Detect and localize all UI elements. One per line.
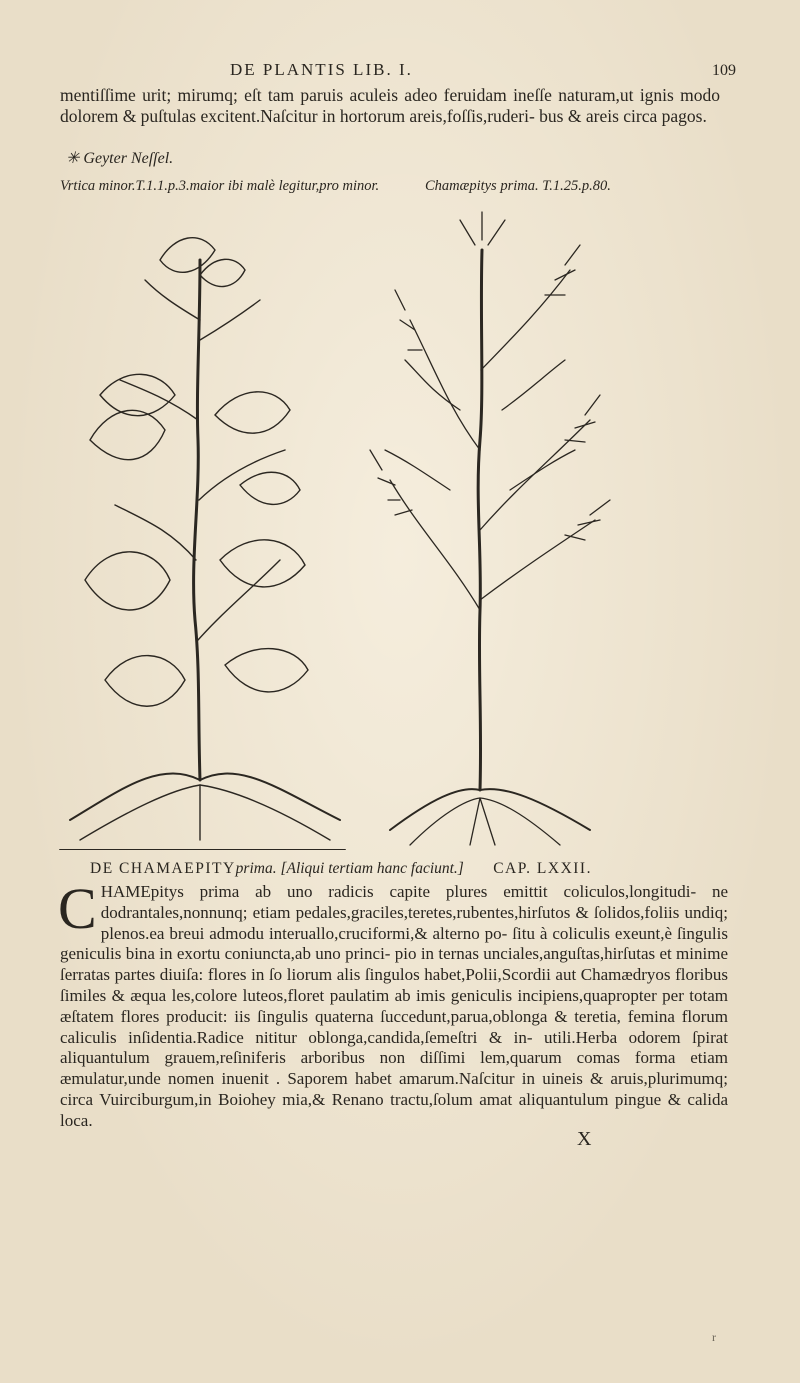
chapter-heading-italic: prima. [Aliqui tertiam hanc faciunt.] (235, 860, 464, 877)
continued-paragraph: mentiſſime urit; mirumq; eſt tam paruis aculeis adeo feruidam ineſſe naturam,ut ignis modo dolorem & puſtulas excitent.Naſcitur in hortorum areis,foſſis,ruderi‑ bus & areis circa pagos. (60, 85, 720, 126)
running-head (0, 60, 800, 84)
chapter-heading (90, 860, 592, 878)
vernacular-name: ✳ Geyter Neſſel. (66, 150, 174, 167)
drop-capital: C (58, 876, 97, 941)
woodcut-nettle (60, 238, 345, 850)
running-head-title: DE PLANTIS LIB. I. (230, 60, 413, 79)
continued-text (60, 85, 720, 127)
woodcut-chamaepitys (370, 212, 610, 845)
caption-chamaepitys: Chamæpitys prima. T.1.25.p.80. (425, 178, 611, 194)
catchword: X (577, 1128, 592, 1150)
figure-captions (0, 178, 800, 200)
folio-number: 109 (712, 62, 736, 79)
caption-urtica: Vrtica minor.T.1.1.p.3.maior ibi malè legitur,pro minor. (60, 178, 380, 194)
chapter-body (58, 876, 728, 1132)
body-paragraph: HAMEpitys prima ab uno radicis capite plures emittit coliculos,longitudi‑ ne dodrantales,nonnunq; etiam pedales,graciles,teretes,rubentes,hirſutos & ſolidos,foliis undiq; plenos.ea breui admodu interuallo,cruciformi,& alterno po‑ ſitu à coliculis exeunt,è ſingulis geniculis bina in exortu coniuncta,ab uno princi‑ pio in ternas unciales,anguſtas,hirſutas et minime ſerratas partes diuiſa: flores in ſo liorum alis ſingulos habet,Polii,Scordii aut Chamædryos floribus ſimiles & æqua les,colore luteos,floret paulatim ab imis geniculis incipiens,quapropter per totam æſtatem flores producit: iis ſingulis quaterna ſuccedunt,parua,oblonga & teretia, femina florum caliculis inſidentia.Radice nititur oblonga,candida,ſemeſtri & in‑ utili.Herba odorem ſpirat aliquantulum grauem,reſiniferis arboribus non diſſimi lem,quarum comas forma etiam æmulatur,unde nomen inuenit . Saporem habet amarum.Naſcitur in uineis & aruis,plurimumq; circa Vuirciburgum,in Boiohey mia,& Renano tractu,ſolum amat aliquantulum pingue & calida loca. (60, 882, 728, 1130)
woodcut-illustration (50, 200, 630, 850)
margin-mark: r (712, 1330, 716, 1344)
chapter-heading-roman: DE CHAMAEPITY (90, 860, 236, 877)
chapter-number: CAP. LXXII. (493, 860, 592, 877)
